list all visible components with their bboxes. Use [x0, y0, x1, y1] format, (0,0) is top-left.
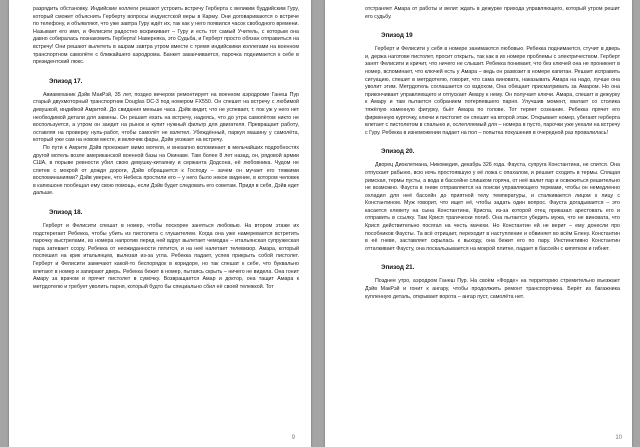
document-page-right: [325, 0, 632, 447]
episode-19-paragraph-1: Герберт и Фелисити у себя в номере занимаются любовью. Ребекка поднимается, стучит в дверь и, держа наготове пистолет, просит открыть, так как в их номере проблемы с электричеством. Герберт занят Фелисити и кричит, что ничего не слышит. Ребекка понимает, что без ключей она не проникнет в номер, вспоминает, что ключей есть у Амара – ведь он развозит в номере капитан. Решает исправить ситуацию, спешит в метрдотелю, говорит, что сама виновата, наказывать Амара на надо, лучше она уволит этим. Метрдотель соглашается со вздохом, Она обещает присматривать за Амаром. Но она прикончивает управляющего и отпускает Амару к нему. Он получает ключи. Амара, спешит в дежурку к Амару и там пытается собранием потерпевшего парня. Улучшив момент, хватает со столика тяжёлую каменную фигурку, бьёт Амара по голове. Тот теряет сознание. Ребекка прячет его фирменную курточку, ключи и пистолет он спешит на второй этаж. Открывает номер, убегают герберта влетает с пистолетом в спальню и, ослепляемый для – номера в пусто, парочки уже уехали на встречу с Гуру. Ребекка в изнеможении падает на пол – попытка покушения в очередной раз провалилась!: [365, 46, 620, 136]
episode-17-heading: Эпизод 17.: [49, 77, 83, 85]
episode-20-paragraph-1: Дворец Диоклетиана, Никомедия, декабрь 326 года. Фауста, супруга Константина, не спится. Она отпускает рабыню, всю ночь простоявшую у её ложа с опахалом, и решает сходить в термы. Спящая римская, термы пусты, а вода в бассейне слишком горяча, от неё валит пар и освежиться решительно не возможно. Фауста в гневе отправляется на поиски управляющего термами, чтобы он немедленно охладил для неё бассейн до приятной телу температуры, и сталкивается лицом к лицу с Константином. Муж говорит, что ищет её, чтобы задать один вопрос. Фауста догадывается – это касается клевету на сына Константина, Криспа, из-за которой отец приказал арестовать его и отправить в ссылку. Там Крисп трагически погиб. Она пытается убедить мужа, что не виновата, что Крисп действительно посягал на честь мачехи. Но Константин ей не верит – ему донесли про пособников Фаусты. Та всё отрицает, переходит в наступление и обвиняет во всём Елену. Константин в её гневе, заставляет скрылась к выходу, она бежит его по пару. Инстинктивно Константин отталкивает Фаусту, она поскальзывается на мокрой плитке, падает в бассейн с кипятком и гибнет.: [365, 162, 620, 252]
episode-21-paragraph-1: Позднее утро, аэродром Ганеш Пур. На своём «Форде» на территорию стремительно въезжает Дэйв МакРэй и гонит к ангару, чтобы продолжить ремонт транспортника. Берёт из багажника купленную деталь, открывает ворота – ангар пуст, самолёта нет.: [365, 278, 620, 300]
episode-21-heading: Эпизод 21.: [381, 264, 415, 272]
episode-17-paragraph-1: Авиамеханик Дэйв МакРэй, 35 лет, поздно вечером ремонтирует на военном аэродроме Ганеш Пур старый двухмоторный транспортник Douglas DC-3 под номером FX550. Он спешит на встречу с любимой девушкой, индийкой Амритой. До свидания меньше часа. Дэйв видит, что не успевает, т. пок уж у него нет необходимой детали для замены. Он решает ехать на встречу, надеясь, что до утра самолётом никто не воспользуется, а утром он заедет на рынок и купит нужный фильтр для двигателя. Превращает работу, оставляя на проверку нуль-работ, чтобы самолёт не взлетел. Убеждённый, паркуя машину у самолёта, который уже сам на новом месте, и включив фары, Дэйв уезжает на встречу.: [33, 91, 299, 144]
document-page-left: [9, 0, 311, 447]
page-number: 10: [615, 435, 622, 441]
paragraph-intro-left: разрядить обстановку. Индийские коллеги решают устроить встречу Герберта с великим буддийским Гуру, который сможет объяснить Герберту вопросы индуистской веры в Карму. Они договариваются о встрече по телефону, и объявляют, что уже завтра Гуру ждёт их, так как у него появился часок свободного времени. Называет его имя, и Фелисити радостно вскрикивает – Гуру и есть тот самый Учитель, с которым она давно собиралась познакомить Герберта! Наверняка, это Судьба, и Герберт просто обязан отправиться на встречу! Они решают вылететь в ашрам завтра утром вместе с тремя индийскими коллегами на военном транспортном самолёте с ближайшего аэродрома. Банкет заканчивается, парочка поднимается к себе в президентский люкс.: [33, 6, 299, 66]
episode-20-heading: Эпизод 20.: [381, 148, 415, 156]
episode-19-heading: Эпизод 19: [381, 32, 413, 40]
paragraph-intro-right: отстраняет Амара от работы и велит ждать в дежурке прихода управляющего, который утром решит его судьбу.: [365, 6, 620, 20]
episode-18-heading: Эпизод 18.: [49, 209, 83, 217]
episode-17-paragraph-2: По пути к Амрите Дэйв проезжает мимо мотеля, и внезапно вспоминает в мельчайших подробностях другой мотель возле американской военной базы на Окинаве. Там более 8 лет назад, он, рядовой армии США, в порыве ревности убил свою девушку-китаянку и сержанта Додсона, её любовника. Чудом не слетев с мокрой от дождя дороги, Дэйв обращается к Господу – зачем он мучает его тяжкими воспоминаниями? Дэйв уверен, что Небеса простили его – у него было некое видение, в котором человек в капюшоне пообещал ему свою помощь, если Дэйв будет следовать его советам. Придя в себя, Дэйв едет дальше.: [33, 144, 299, 197]
episode-18-paragraph-1: Герберт и Фелисити спешат в номер, чтобы поскорее заняться любовью. На втором этаже их подстерегает Ребекка, чтобы убить из пистолета с глушителем. Когда она уже намеревается встретить парочку выстрелами, из номера напротив перед ней вдруг вылетает чемодан – итальянская супружеская пара затевает ссору. Ребекка от неожиданности пятится, и на неё налетает телевизор. Амара, который поспешил на крик итальянцев, вылезая из-за угла. Ребекка падает, успев прикрыть собой пистолет. Герберт и Фелисити замечают какой-то беспорядок в коридоре, но так спешат к себе, что буквально влетают в номер и запирают дверь. Ребекка бежит в номер, пытаясь скрыть – ничего не видела. Она гонит Амару за врачом и прячет пистолет в сумочку. Возвращается Амар и доктор, она тащит Амара к метрдотелю и требует уволить парня, который будто бы специально сбил её своей тележкой. Тот: [33, 223, 299, 290]
page-number: 9: [291, 435, 295, 441]
